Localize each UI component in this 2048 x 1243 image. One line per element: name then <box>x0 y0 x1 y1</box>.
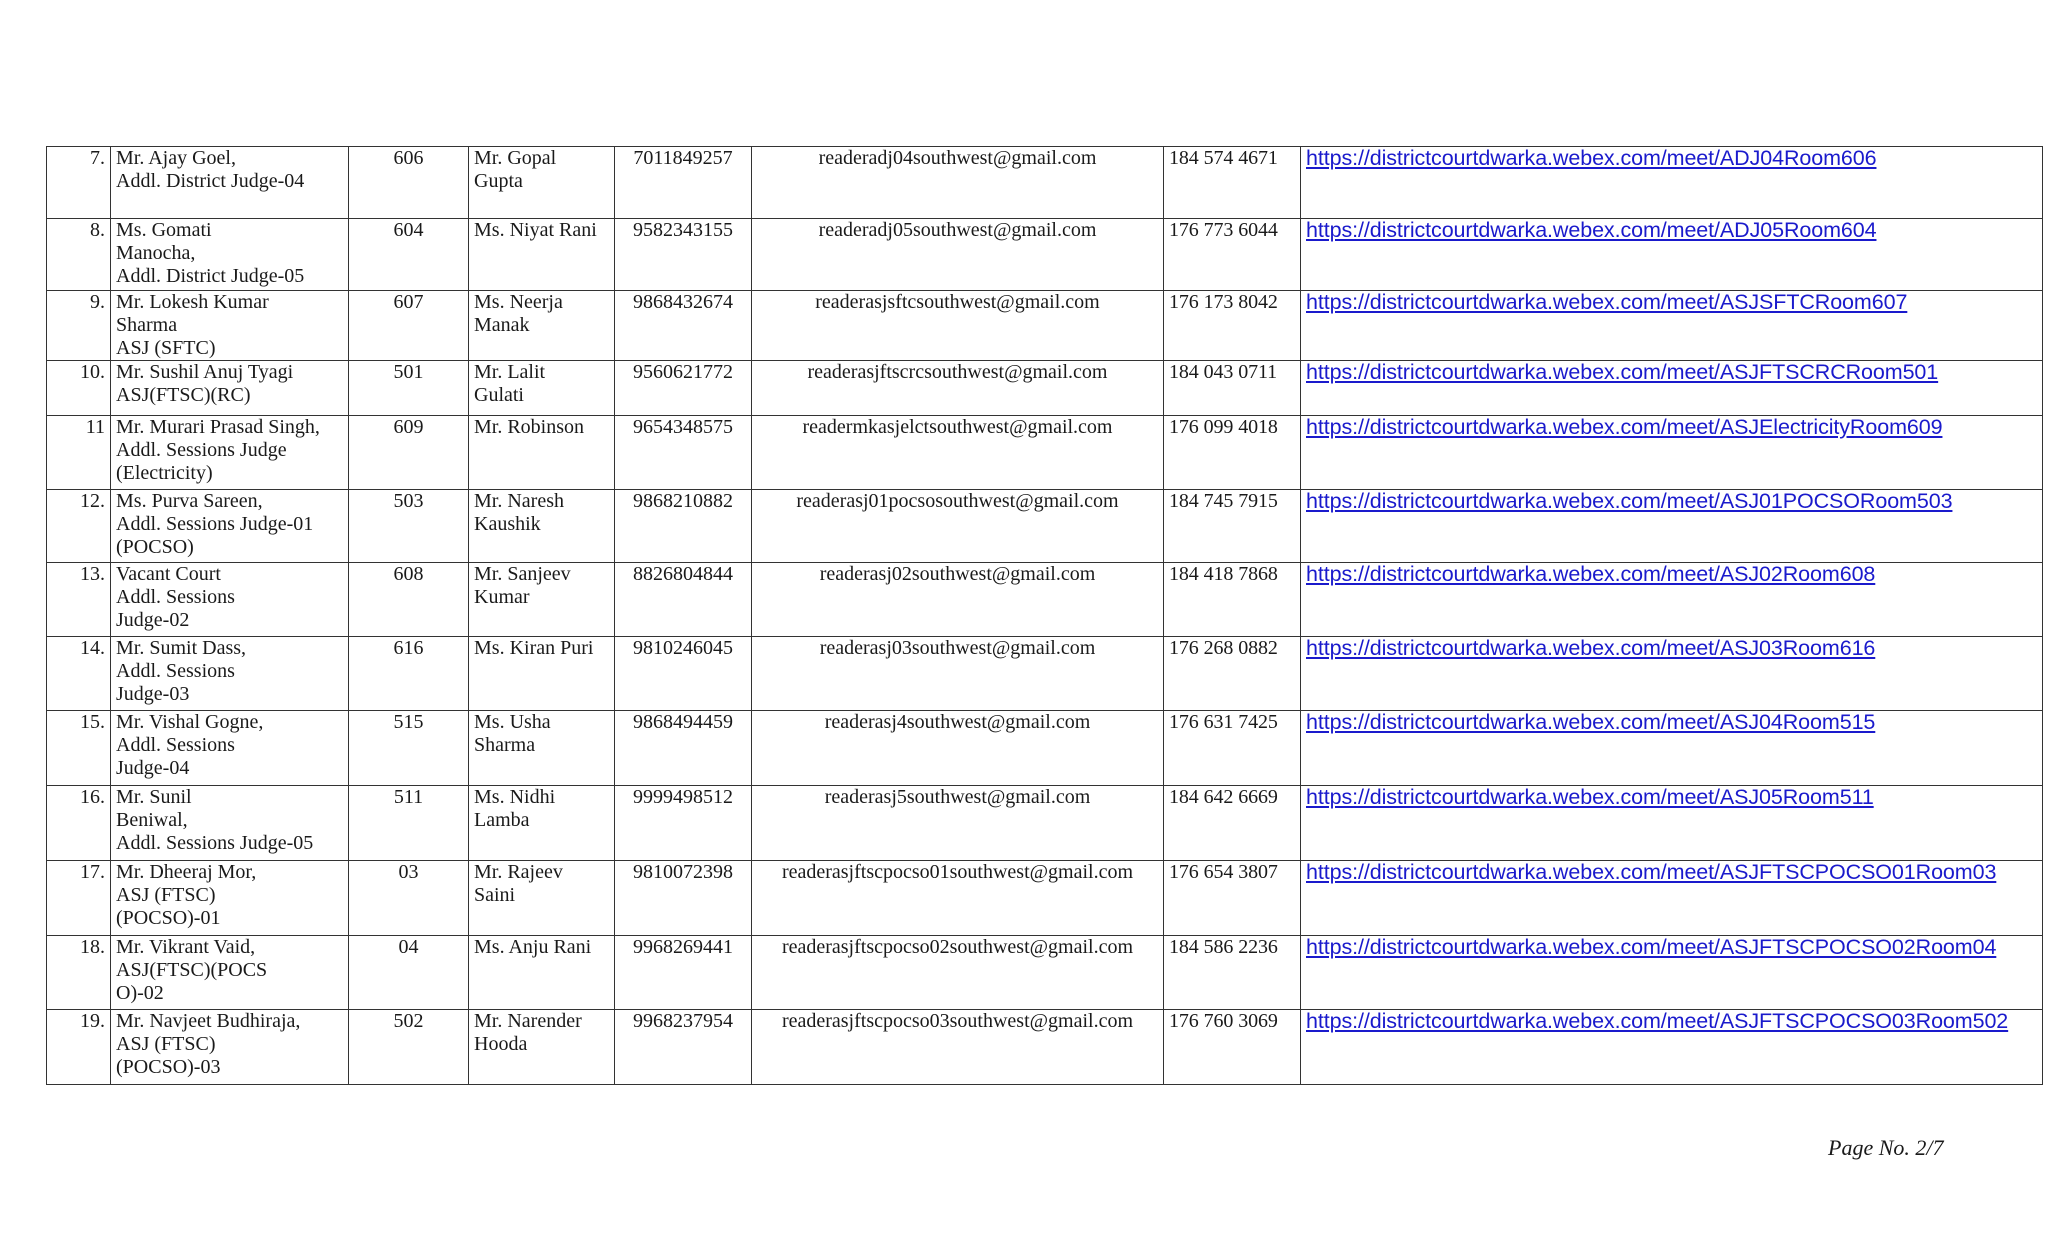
webex-link[interactable]: https://districtcourtdwarka.webex.com/meet/ASJFTSCPOCSO01Room03 <box>1306 860 1997 884</box>
meeting-id: 184 642 6669 <box>1164 786 1301 861</box>
serial-number: 9. <box>47 291 111 361</box>
serial-number: 14. <box>47 637 111 711</box>
reader-email: readerasj03southwest@gmail.com <box>752 637 1164 711</box>
judge-name-line: Mr. Dheeraj Mor, <box>116 861 257 883</box>
reader-phone: 9868210882 <box>615 490 752 563</box>
webex-link-cell <box>1301 1010 2043 1085</box>
judge-name <box>111 416 349 490</box>
reader-phone: 9810246045 <box>615 637 752 711</box>
judge-name <box>111 291 349 361</box>
judge-name-line: Judge-03 <box>116 683 190 705</box>
judge-name <box>111 563 349 637</box>
room-number: 604 <box>349 219 469 291</box>
serial-number: 18. <box>47 936 111 1010</box>
judge-name <box>111 490 349 563</box>
judge-name-line: ASJ (SFTC) <box>116 337 216 359</box>
table-row <box>47 1010 2043 1085</box>
reader-name-line: Mr. Lalit <box>474 361 546 383</box>
judge-name-line: Addl. Sessions Judge-05 <box>116 832 314 854</box>
reader-name <box>469 490 615 563</box>
reader-name <box>469 291 615 361</box>
webex-link-cell <box>1301 416 2043 490</box>
webex-link[interactable]: https://districtcourtdwarka.webex.com/meet/ADJ04Room606 <box>1306 146 1877 170</box>
meeting-id: 176 173 8042 <box>1164 291 1301 361</box>
reader-phone: 7011849257 <box>615 147 752 219</box>
webex-link[interactable]: https://districtcourtdwarka.webex.com/meet/ASJ03Room616 <box>1306 636 1876 660</box>
reader-name-line: Manak <box>474 314 530 336</box>
reader-phone: 9999498512 <box>615 786 752 861</box>
reader-name <box>469 786 615 861</box>
judge-name <box>111 637 349 711</box>
webex-link[interactable]: https://districtcourtdwarka.webex.com/meet/ASJ01POCSORoom503 <box>1306 489 1953 513</box>
webex-link[interactable]: https://districtcourtdwarka.webex.com/meet/ASJ02Room608 <box>1306 562 1876 586</box>
meeting-id: 176 631 7425 <box>1164 711 1301 786</box>
reader-phone: 9868432674 <box>615 291 752 361</box>
judge-name <box>111 361 349 416</box>
judge-name <box>111 147 349 219</box>
judge-name-line: Mr. Vikrant Vaid, <box>116 936 256 958</box>
meeting-id: 184 418 7868 <box>1164 563 1301 637</box>
webex-link-cell <box>1301 637 2043 711</box>
serial-number: 19. <box>47 1010 111 1085</box>
room-number: 606 <box>349 147 469 219</box>
reader-phone: 9968237954 <box>615 1010 752 1085</box>
webex-link-cell <box>1301 861 2043 936</box>
judge-name-line: ASJ(FTSC)(POCS <box>116 959 268 981</box>
table-row <box>47 219 2043 291</box>
judge-name-line: Addl. District Judge-05 <box>116 265 305 287</box>
judge-name-line: Addl. Sessions Judge <box>116 439 287 461</box>
judge-name-line: Addl. Sessions <box>116 586 235 608</box>
judge-name-line: Mr. Murari Prasad Singh, <box>116 416 320 438</box>
serial-number: 8. <box>47 219 111 291</box>
reader-name-line: Saini <box>474 884 516 906</box>
webex-link[interactable]: https://districtcourtdwarka.webex.com/meet/ASJElectricityRoom609 <box>1306 415 1943 439</box>
roster-body <box>47 147 2043 1085</box>
table-row <box>47 147 2043 219</box>
reader-name <box>469 637 615 711</box>
reader-phone: 9968269441 <box>615 936 752 1010</box>
judge-name-line: Sharma <box>116 314 178 336</box>
judge-name-line: Beniwal, <box>116 809 188 831</box>
reader-email: readerasjftscpocso02southwest@gmail.com <box>752 936 1164 1010</box>
judge-name-line: Ms. Gomati <box>116 219 212 241</box>
serial-number: 15. <box>47 711 111 786</box>
reader-name <box>469 1010 615 1085</box>
reader-name <box>469 147 615 219</box>
judge-name-line: Mr. Sumit Dass, <box>116 637 247 659</box>
reader-name-line: Mr. Sanjeev <box>474 563 571 585</box>
reader-name-line: Lamba <box>474 809 530 831</box>
judge-name-line: Mr. Lokesh Kumar <box>116 291 269 313</box>
reader-email: readerasj4southwest@gmail.com <box>752 711 1164 786</box>
reader-name <box>469 416 615 490</box>
table-row <box>47 563 2043 637</box>
webex-link[interactable]: https://districtcourtdwarka.webex.com/meet/ADJ05Room604 <box>1306 218 1877 242</box>
reader-phone: 9868494459 <box>615 711 752 786</box>
reader-email: readeradj04southwest@gmail.com <box>752 147 1164 219</box>
judge-name <box>111 786 349 861</box>
meeting-id: 176 654 3807 <box>1164 861 1301 936</box>
webex-link-cell <box>1301 490 2043 563</box>
judge-name-line: Judge-02 <box>116 609 190 631</box>
meeting-id: 176 760 3069 <box>1164 1010 1301 1085</box>
judge-name-line: Addl. District Judge-04 <box>116 170 305 192</box>
room-number: 607 <box>349 291 469 361</box>
judge-name <box>111 1010 349 1085</box>
reader-name-line: Gulati <box>474 384 524 406</box>
serial-number: 11 <box>47 416 111 490</box>
reader-phone: 8826804844 <box>615 563 752 637</box>
reader-email: readerasj5southwest@gmail.com <box>752 786 1164 861</box>
reader-name-line: Hooda <box>474 1033 528 1055</box>
reader-name-line: Sharma <box>474 734 536 756</box>
reader-phone: 9810072398 <box>615 861 752 936</box>
judge-name-line: Judge-04 <box>116 757 190 779</box>
reader-email: readeradj05southwest@gmail.com <box>752 219 1164 291</box>
table-row <box>47 711 2043 786</box>
meeting-id: 176 268 0882 <box>1164 637 1301 711</box>
reader-name-line: Ms. Kiran Puri <box>474 637 594 659</box>
judge-name-line: Addl. Sessions Judge-01 <box>116 513 314 535</box>
reader-name <box>469 219 615 291</box>
reader-email: readermkasjelctsouthwest@gmail.com <box>752 416 1164 490</box>
room-number: 616 <box>349 637 469 711</box>
room-number: 04 <box>349 936 469 1010</box>
judge-name <box>111 861 349 936</box>
reader-email: readerasjftscpocso03southwest@gmail.com <box>752 1010 1164 1085</box>
reader-name-line: Kaushik <box>474 513 541 535</box>
reader-name-line: Mr. Gopal <box>474 147 557 169</box>
reader-name-line: Ms. Neerja <box>474 291 563 313</box>
room-number: 03 <box>349 861 469 936</box>
reader-email: readerasj02southwest@gmail.com <box>752 563 1164 637</box>
court-roster-table <box>46 146 2043 1085</box>
reader-name-line: Gupta <box>474 170 523 192</box>
webex-link-cell <box>1301 361 2043 416</box>
reader-name-line: Mr. Rajeev <box>474 861 563 883</box>
judge-name-line: Addl. Sessions <box>116 660 235 682</box>
webex-link-cell <box>1301 563 2043 637</box>
judge-name-line: Mr. Ajay Goel, <box>116 147 236 169</box>
serial-number: 13. <box>47 563 111 637</box>
webex-link[interactable]: https://districtcourtdwarka.webex.com/meet/ASJ04Room515 <box>1306 710 1876 734</box>
reader-name-line: Mr. Narender <box>474 1010 582 1032</box>
judge-name-line: Ms. Purva Sareen, <box>116 490 263 512</box>
table-row <box>47 861 2043 936</box>
reader-name-line: Ms. Niyat Rani <box>474 219 597 241</box>
room-number: 501 <box>349 361 469 416</box>
webex-link-cell <box>1301 936 2043 1010</box>
webex-link[interactable]: https://districtcourtdwarka.webex.com/meet/ASJSFTCRoom607 <box>1306 290 1908 314</box>
judge-name <box>111 711 349 786</box>
judge-name-line: ASJ (FTSC) <box>116 884 216 906</box>
reader-name <box>469 861 615 936</box>
judge-name-line: Mr. Vishal Gogne, <box>116 711 264 733</box>
serial-number: 7. <box>47 147 111 219</box>
serial-number: 17. <box>47 861 111 936</box>
table-row <box>47 637 2043 711</box>
reader-name <box>469 563 615 637</box>
serial-number: 10. <box>47 361 111 416</box>
room-number: 502 <box>349 1010 469 1085</box>
webex-link-cell <box>1301 786 2043 861</box>
reader-phone: 9560621772 <box>615 361 752 416</box>
reader-name-line: Ms. Usha <box>474 711 551 733</box>
page-number: Page No. 2/7 <box>1828 1135 1944 1160</box>
webex-link-cell <box>1301 147 2043 219</box>
judge-name <box>111 936 349 1010</box>
meeting-id: 184 745 7915 <box>1164 490 1301 563</box>
judge-name-line: Mr. Sunil <box>116 786 192 808</box>
meeting-id: 176 773 6044 <box>1164 219 1301 291</box>
reader-email: readerasjftscrcsouthwest@gmail.com <box>752 361 1164 416</box>
meeting-id: 184 574 4671 <box>1164 147 1301 219</box>
reader-email: readerasjsftcsouthwest@gmail.com <box>752 291 1164 361</box>
serial-number: 12. <box>47 490 111 563</box>
judge-name-line: (POCSO)-01 <box>116 907 221 929</box>
judge-name-line: Mr. Navjeet Budhiraja, <box>116 1010 301 1032</box>
reader-email: readerasj01pocsosouthwest@gmail.com <box>752 490 1164 563</box>
meeting-id: 184 586 2236 <box>1164 936 1301 1010</box>
reader-name-line: Ms. Anju Rani <box>474 936 592 958</box>
table-row <box>47 786 2043 861</box>
webex-link[interactable]: https://districtcourtdwarka.webex.com/meet/ASJFTSCPOCSO03Room502 <box>1306 1009 2009 1033</box>
judge-name-line: (POCSO) <box>116 536 194 558</box>
table-row <box>47 361 2043 416</box>
webex-link-cell <box>1301 291 2043 361</box>
reader-name-line: Kumar <box>474 586 530 608</box>
reader-phone: 9654348575 <box>615 416 752 490</box>
judge-name-line: Vacant Court <box>116 563 221 585</box>
reader-email: readerasjftscpocso01southwest@gmail.com <box>752 861 1164 936</box>
reader-phone: 9582343155 <box>615 219 752 291</box>
room-number: 515 <box>349 711 469 786</box>
webex-link-cell <box>1301 711 2043 786</box>
room-number: 608 <box>349 563 469 637</box>
meeting-id: 176 099 4018 <box>1164 416 1301 490</box>
table-row <box>47 490 2043 563</box>
webex-link[interactable]: https://districtcourtdwarka.webex.com/meet/ASJFTSCPOCSO02Room04 <box>1306 935 1997 959</box>
reader-name-line: Mr. Naresh <box>474 490 564 512</box>
meeting-id: 184 043 0711 <box>1164 361 1301 416</box>
judge-name-line: Manocha, <box>116 242 196 264</box>
room-number: 609 <box>349 416 469 490</box>
reader-name-line: Ms. Nidhi <box>474 786 556 808</box>
reader-name <box>469 711 615 786</box>
room-number: 503 <box>349 490 469 563</box>
judge-name-line: ASJ (FTSC) <box>116 1033 216 1055</box>
judge-name-line: Addl. Sessions <box>116 734 235 756</box>
reader-name <box>469 936 615 1010</box>
serial-number: 16. <box>47 786 111 861</box>
table-row <box>47 416 2043 490</box>
judge-name-line: ASJ(FTSC)(RC) <box>116 384 251 406</box>
reader-name <box>469 361 615 416</box>
webex-link[interactable]: https://districtcourtdwarka.webex.com/meet/ASJFTSCRCRoom501 <box>1306 360 1939 384</box>
table-row <box>47 936 2043 1010</box>
judge-name <box>111 219 349 291</box>
webex-link[interactable]: https://districtcourtdwarka.webex.com/meet/ASJ05Room511 <box>1306 785 1874 809</box>
judge-name-line: (Electricity) <box>116 462 213 484</box>
judge-name-line: (POCSO)-03 <box>116 1056 221 1078</box>
judge-name-line: O)-02 <box>116 982 164 1004</box>
table-row <box>47 291 2043 361</box>
webex-link-cell <box>1301 219 2043 291</box>
reader-name-line: Mr. Robinson <box>474 416 585 438</box>
room-number: 511 <box>349 786 469 861</box>
judge-name-line: Mr. Sushil Anuj Tyagi <box>116 361 294 383</box>
